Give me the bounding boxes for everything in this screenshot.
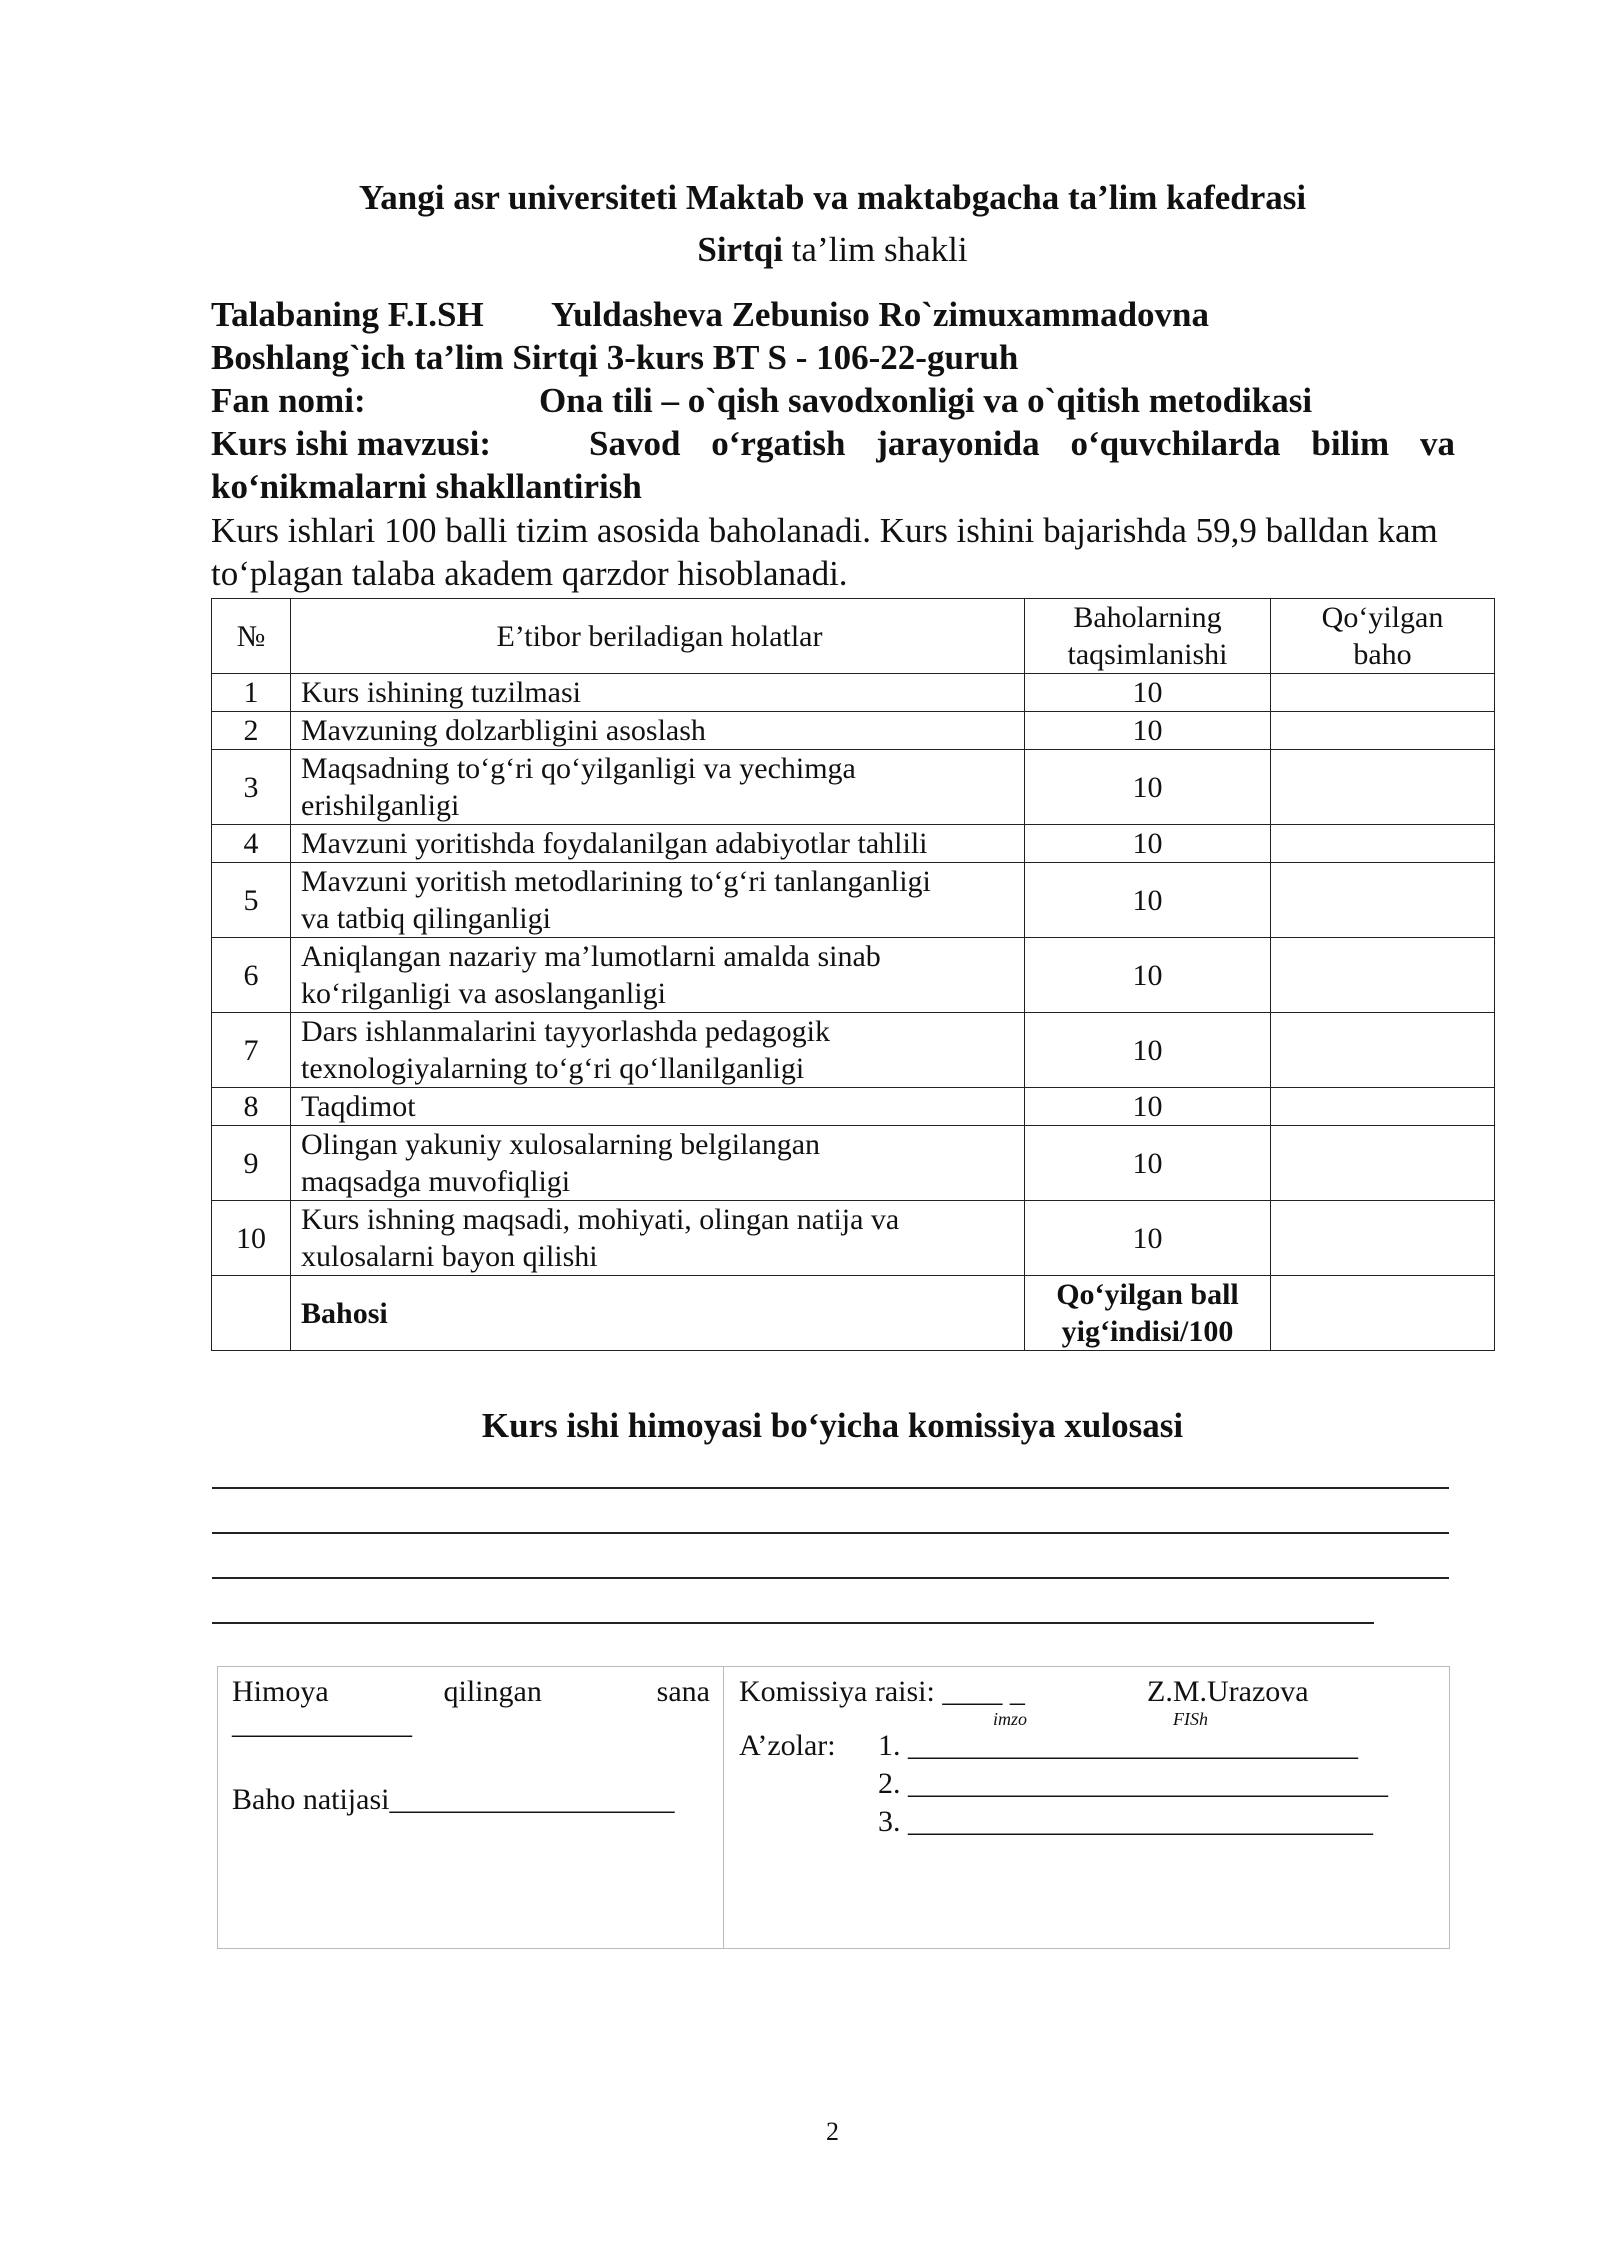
row-criteria <box>291 1013 1025 1088</box>
row-grade-cell[interactable] <box>1271 1088 1495 1126</box>
header-distribution-line2: taqsimlanishi <box>1067 638 1228 671</box>
row-criteria-line1: Maqsadning to‘g‘ri qo‘yilganligi va yechimga <box>301 752 856 785</box>
university-department-title: Yangi asr universiteti Maktab va maktabgacha ta’lim kafedrasi <box>358 178 1307 217</box>
row-criteria-line2: texnologiyalarning to‘g‘ri qo‘llanilganligi <box>301 1052 805 1085</box>
row-grade-cell[interactable] <box>1271 1013 1495 1088</box>
table-row <box>212 712 1495 750</box>
topic-label: Kurs ishi mavzusi: <box>211 424 492 463</box>
header-distribution <box>1025 599 1271 674</box>
student-info <box>211 293 1456 508</box>
total-empty-cell <box>212 1276 291 1351</box>
member-3-field[interactable]: 3. _______________________________ <box>878 1805 1373 1838</box>
group-line: Boshlang`ich ta’lim Sirtqi 3-kurs BT S - 106-22-guruh <box>211 338 1019 377</box>
subject-row <box>211 379 1456 422</box>
row-grade-cell[interactable] <box>1271 1126 1495 1201</box>
study-form-title <box>0 230 1600 270</box>
defense-date-word-3: sana <box>656 1675 710 1708</box>
commission-title: Kurs ishi himoyasi bo‘yicha komissiya xulosasi <box>481 1406 1184 1445</box>
grading-table <box>211 598 1495 1351</box>
group-row <box>211 336 1456 379</box>
row-criteria-line1: Mavzuning dolzarbligini asoslash <box>301 714 706 747</box>
table-row <box>212 825 1495 863</box>
row-criteria <box>291 825 1025 863</box>
conclusion-line-2[interactable] <box>212 1532 1449 1534</box>
row-criteria-line1: Kurs ishning maqsadi, mohiyati, olingan natija va <box>301 1203 900 1236</box>
row-criteria-line1: Kurs ishining tuzilmasi <box>301 676 581 709</box>
row-max-score: 10 <box>1025 674 1271 712</box>
row-criteria <box>291 1201 1025 1276</box>
row-max-score: 10 <box>1025 1126 1271 1201</box>
row-max-score: 10 <box>1025 1013 1271 1088</box>
row-number: 2 <box>212 712 291 750</box>
conclusion-line-4[interactable] <box>212 1622 1374 1624</box>
row-grade-cell[interactable] <box>1271 825 1495 863</box>
total-grade-cell[interactable] <box>1271 1276 1495 1351</box>
row-criteria <box>291 1126 1025 1201</box>
table-row <box>212 1013 1495 1088</box>
row-criteria-line1: Taqdimot <box>301 1090 416 1123</box>
row-number: 10 <box>212 1201 291 1276</box>
defense-date-word-1: Himoya <box>232 1675 329 1708</box>
defense-date-word-2: qilingan <box>443 1675 542 1708</box>
row-max-score: 10 <box>1025 750 1271 825</box>
chair-signature-field[interactable]: Komissiya raisi: ____ _ <box>739 1675 1025 1708</box>
topic-row-2 <box>211 465 1456 508</box>
grading-note: Kurs ishlari 100 balli tizim asosida baholanadi. Kurs ishini bajarishda 59,9 balldan kam to‘plagan talaba akadem qarzdor hisoblanadi. <box>211 511 1438 593</box>
topic-value-line1: Savod o‘rgatish jarayonida o‘quvchilarda bilim va <box>589 424 1455 463</box>
row-criteria-line1: Aniqlangan nazariy ma’lumotlarni amalda sinab <box>301 940 881 973</box>
subject-value: Ona tili – o`qish savodxonligi va o`qitish metodikasi <box>539 381 1313 420</box>
name-hint: FISh <box>1173 1709 1208 1729</box>
row-criteria-line1: Dars ishlanmalarini tayyorlashda pedagogik <box>301 1015 831 1048</box>
table-total-row <box>212 1276 1495 1351</box>
row-grade-cell[interactable] <box>1271 712 1495 750</box>
row-max-score: 10 <box>1025 1201 1271 1276</box>
student-name-row <box>211 293 1456 336</box>
subject-label: Fan nomi: <box>211 381 366 420</box>
row-max-score: 10 <box>1025 863 1271 938</box>
row-grade-cell[interactable] <box>1271 674 1495 712</box>
table-row <box>212 674 1495 712</box>
topic-row <box>211 422 1456 465</box>
row-criteria <box>291 750 1025 825</box>
row-criteria-line2: xulosalarni bayon qilishi <box>301 1240 598 1273</box>
members-label: A’zolar: <box>739 1729 836 1762</box>
row-criteria-line2: maqsadga muvofiqligi <box>301 1165 571 1198</box>
row-criteria <box>291 712 1025 750</box>
chair-name: Z.M.Urazova <box>1147 1675 1309 1708</box>
row-max-score: 10 <box>1025 938 1271 1013</box>
header-grade-line1: Qo‘yilgan <box>1321 601 1444 634</box>
signature-box-divider <box>723 1667 724 1948</box>
row-grade-cell[interactable] <box>1271 863 1495 938</box>
row-criteria <box>291 674 1025 712</box>
table-row <box>212 863 1495 938</box>
member-2-field[interactable]: 2. ________________________________ <box>878 1767 1388 1800</box>
row-number: 8 <box>212 1088 291 1126</box>
row-criteria-line2: ko‘rilganligi va asoslanganligi <box>301 977 666 1010</box>
table-row <box>212 750 1495 825</box>
row-criteria-line1: Mavzuni yoritish metodlarining to‘g‘ri tanlanganligi <box>301 865 931 898</box>
row-criteria <box>291 863 1025 938</box>
row-number: 5 <box>212 863 291 938</box>
table-row <box>212 1126 1495 1201</box>
defense-date-label <box>232 1675 710 1709</box>
row-max-score: 10 <box>1025 825 1271 863</box>
member-1-field[interactable]: 1. ______________________________ <box>878 1729 1358 1762</box>
total-score-line2: yig‘indisi/100 <box>1061 1315 1234 1348</box>
row-number: 6 <box>212 938 291 1013</box>
table-header-row <box>212 599 1495 674</box>
row-max-score: 10 <box>1025 712 1271 750</box>
table-row <box>212 938 1495 1013</box>
total-score-label <box>1025 1276 1271 1351</box>
conclusion-line-3[interactable] <box>212 1577 1449 1579</box>
row-criteria-line2: va tatbiq qilinganligi <box>301 902 551 935</box>
row-criteria-line2: erishilganligi <box>301 789 460 822</box>
student-name-value: Yuldasheva Zebuniso Ro`zimuxammadovna <box>551 295 1210 334</box>
topic-value-line2: ko‘nikmalarni shakllantirish <box>211 467 642 506</box>
conclusion-line-1[interactable] <box>212 1487 1449 1489</box>
row-max-score: 10 <box>1025 1088 1271 1126</box>
row-number: 7 <box>212 1013 291 1088</box>
student-name-label: Talabaning F.I.SH <box>211 295 484 334</box>
signature-box <box>217 1666 1450 1949</box>
row-criteria <box>291 1088 1025 1126</box>
header-number: № <box>212 599 291 674</box>
row-criteria-line1: Mavzuni yoritishda foydalanilgan adabiyotlar tahlili <box>301 827 928 860</box>
study-form-bold: Sirtqi <box>697 230 783 269</box>
header-grade-line2: baho <box>1353 638 1412 671</box>
row-number: 9 <box>212 1126 291 1201</box>
row-criteria-line1: Olingan yakuniy xulosalarning belgilangan <box>301 1128 821 1161</box>
header-distribution-line1: Baholarning <box>1073 601 1222 634</box>
row-criteria <box>291 938 1025 1013</box>
row-number: 1 <box>212 674 291 712</box>
defense-date-blank[interactable]: ____________ <box>232 1707 412 1740</box>
signature-hint: imzo <box>993 1709 1028 1729</box>
row-grade-cell[interactable] <box>1271 1201 1495 1276</box>
study-form-rest: ta’lim shakli <box>782 230 968 269</box>
total-label: Bahosi <box>291 1276 1025 1351</box>
row-grade-cell[interactable] <box>1271 938 1495 1013</box>
page-number: 2 <box>826 2117 839 2146</box>
header-criteria: E’tibor beriladigan holatlar <box>291 599 1025 674</box>
row-number: 3 <box>212 750 291 825</box>
total-score-line1: Qo‘yilgan ball <box>1056 1278 1239 1311</box>
header-grade <box>1271 599 1495 674</box>
table-row <box>212 1201 1495 1276</box>
result-field[interactable]: Baho natijasi___________________ <box>232 1783 675 1816</box>
row-number: 4 <box>212 825 291 863</box>
table-row <box>212 1088 1495 1126</box>
row-grade-cell[interactable] <box>1271 750 1495 825</box>
